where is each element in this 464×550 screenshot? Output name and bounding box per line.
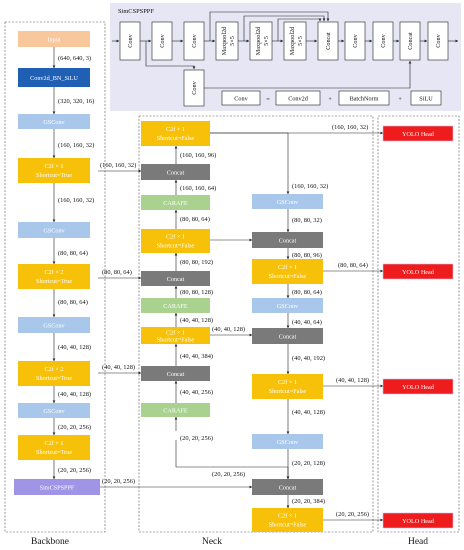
dim-label: (20, 20, 256) xyxy=(58,424,92,431)
dim-label: (80, 80, 64) xyxy=(180,216,210,223)
dim-label: (160, 160, 96) xyxy=(180,152,217,159)
yolo-head-label: YOLO Head xyxy=(402,131,434,138)
sppf-concat-label: Concat xyxy=(407,32,414,50)
dim-label: (640, 640, 3) xyxy=(58,55,92,62)
dim-label: (20, 20, 256) xyxy=(180,435,214,442)
dim-label: (160, 160, 32) xyxy=(58,142,95,149)
shortcut-label: Shortcut=False xyxy=(156,242,195,250)
dim-label: (40, 40, 128) xyxy=(102,364,136,371)
c2f-label: C2f × 1 xyxy=(166,329,185,337)
c2f-label: C2f × 1 xyxy=(278,512,297,520)
yolo-head-label: YOLO Head xyxy=(402,269,434,276)
c2f-label: C2f × 2 xyxy=(44,269,64,276)
legend-plus: + xyxy=(398,96,402,103)
backbone-c2f-block xyxy=(18,158,90,183)
c2f-label: C2f × 1 xyxy=(166,233,185,241)
c2f-label: C2f × 2 xyxy=(44,366,64,373)
gsconv-label: GSConv xyxy=(43,119,65,126)
dim-label: (40, 40, 64) xyxy=(292,319,322,326)
dim-label: (80, 80, 64) xyxy=(102,269,132,276)
shortcut-label: Shortcut=True xyxy=(36,449,72,456)
legend-plus: + xyxy=(328,96,332,103)
concat-label: Concat xyxy=(278,333,297,341)
dim-label: (80, 80, 32) xyxy=(292,217,322,224)
concat-label: Concat xyxy=(278,237,297,245)
dim-label: (20, 20, 384) xyxy=(292,498,326,505)
dim-label: (20, 20, 128) xyxy=(292,460,326,467)
carafe-label: CARAFE xyxy=(163,303,188,310)
neck-c2f-block xyxy=(252,259,323,284)
head-title: Head xyxy=(407,537,429,547)
gsconv-label: GSConv xyxy=(43,227,65,235)
backbone-title: Backbone xyxy=(31,537,69,547)
concat-label: Concat xyxy=(166,276,185,283)
dim-label: (40, 40, 256) xyxy=(180,389,214,396)
gsconv-label: GSConv xyxy=(276,439,299,446)
sppf-maxpool-label: Maxpool2d xyxy=(255,26,262,56)
dim-label: (80, 80, 64) xyxy=(58,299,88,306)
sppf-conv-label: Conv xyxy=(352,34,359,48)
dim-label: (40, 40, 192) xyxy=(292,355,326,362)
dim-label: (40, 40, 128) xyxy=(292,409,326,416)
conv2d-bn-silu-label: Conv2d_BN_SiLU xyxy=(30,75,78,82)
dim-label: (160, 160, 32) xyxy=(100,162,137,169)
sppf-concat-label: Concat xyxy=(325,32,332,50)
sppf-kernel-label: 5×5 xyxy=(229,36,236,46)
shortcut-label: Shortcut=False xyxy=(156,135,195,142)
dim-label: (80, 80, 64) xyxy=(58,250,88,257)
shortcut-label: Shortcut=True xyxy=(36,278,72,285)
dim-label: (80, 80, 192) xyxy=(180,259,214,266)
dim-label: (20, 20, 256) xyxy=(102,478,136,485)
carafe-label: CARAFE xyxy=(163,200,188,207)
dim-label: (80, 80, 96) xyxy=(292,252,322,259)
dim-label: (40, 40, 128) xyxy=(336,377,370,384)
dim-label: (40, 40, 128) xyxy=(58,391,92,398)
legend-equals: = xyxy=(266,96,270,103)
neck-title: Neck xyxy=(201,537,223,547)
backbone-c2f-block xyxy=(18,264,90,289)
dim-label: (80, 80, 64) xyxy=(338,262,368,269)
sppf-panel-title: SimCSPSPPF xyxy=(118,8,154,15)
sppf-conv-label: Conv xyxy=(191,34,198,48)
dim-label: (20, 20, 256) xyxy=(212,471,246,478)
concat-label: Concat xyxy=(166,371,185,378)
shortcut-label: Shortcut=True xyxy=(36,375,72,382)
legend-batchnorm-label: BatchNorm xyxy=(349,95,379,103)
carafe-label: CARAFE xyxy=(163,407,188,415)
sppf-detail-panel xyxy=(110,3,461,111)
sppf-maxpool-label: Maxpool2d xyxy=(289,26,296,56)
c2f-label: C2f × 1 xyxy=(278,379,297,386)
dim-label: (20, 20, 256) xyxy=(58,467,92,474)
sppf-conv-label: Conv xyxy=(435,34,442,48)
sppf-conv-label: Conv xyxy=(127,34,134,48)
neck-c2f-block xyxy=(141,121,210,146)
dim-label: (160, 160, 32) xyxy=(58,197,95,204)
concat-label: Concat xyxy=(166,169,185,177)
dim-label: (160, 160, 32) xyxy=(332,124,369,131)
shortcut-label: Shortcut=False xyxy=(156,336,195,344)
legend-silu-label: SiLU xyxy=(419,95,433,103)
c2f-label: C2f × 1 xyxy=(44,163,64,170)
gsconv-label: GSConv xyxy=(43,322,65,330)
backbone-c2f-block xyxy=(18,361,90,386)
sppf-conv-label: Conv xyxy=(380,34,387,48)
sppf-conv-label: Conv xyxy=(191,81,198,95)
gsconv-label: GSConv xyxy=(43,408,65,415)
backbone-c2f-block xyxy=(18,435,90,460)
main-connections xyxy=(54,47,383,520)
sppf-maxpool-label: Maxpool2d xyxy=(221,26,228,56)
yolo-head-label: YOLO Head xyxy=(402,518,434,525)
dim-label: (20, 20, 256) xyxy=(336,511,370,518)
dim-label: (320, 320, 16) xyxy=(58,98,95,105)
concat-label: Concat xyxy=(278,484,297,492)
sppf-conv-label: Conv xyxy=(159,34,166,48)
legend-conv2d-label: Conv2d xyxy=(288,95,308,103)
dim-label: (160, 160, 64) xyxy=(180,185,217,192)
dim-label: (40, 40, 128) xyxy=(58,344,92,351)
c2f-label: C2f × 1 xyxy=(166,126,185,133)
gsconv-label: GSConv xyxy=(276,199,299,206)
neck-c2f-block xyxy=(252,374,323,399)
input-label: Input xyxy=(47,36,61,44)
sppf-kernel-label: 5×5 xyxy=(297,36,304,46)
sppf-label: SimCSPSPPF xyxy=(39,484,75,492)
dim-label: (40, 40, 128) xyxy=(212,326,246,333)
dim-label: (80, 80, 64) xyxy=(292,289,322,296)
dim-label: (80, 80, 128) xyxy=(180,289,214,296)
dim-label: (160, 160, 32) xyxy=(292,183,329,190)
c2f-label: C2f × 1 xyxy=(44,440,64,447)
gsconv-label: GSConv xyxy=(276,303,299,310)
shortcut-label: Shortcut=False xyxy=(268,273,307,280)
yolo-head-label: YOLO Head xyxy=(402,384,434,391)
head-frame xyxy=(378,116,459,532)
legend-conv-label: Conv xyxy=(234,95,248,103)
dim-label: (40, 40, 384) xyxy=(180,353,214,360)
shortcut-label: Shortcut=False xyxy=(268,388,307,395)
shortcut-label: Shortcut=True xyxy=(36,172,72,179)
sppf-kernel-label: 5×5 xyxy=(263,36,270,46)
shortcut-label: Shortcut=False xyxy=(268,521,307,529)
c2f-label: C2f × 1 xyxy=(278,264,297,271)
head-blocks xyxy=(383,126,453,528)
dim-label: (40, 40, 128) xyxy=(180,317,214,324)
